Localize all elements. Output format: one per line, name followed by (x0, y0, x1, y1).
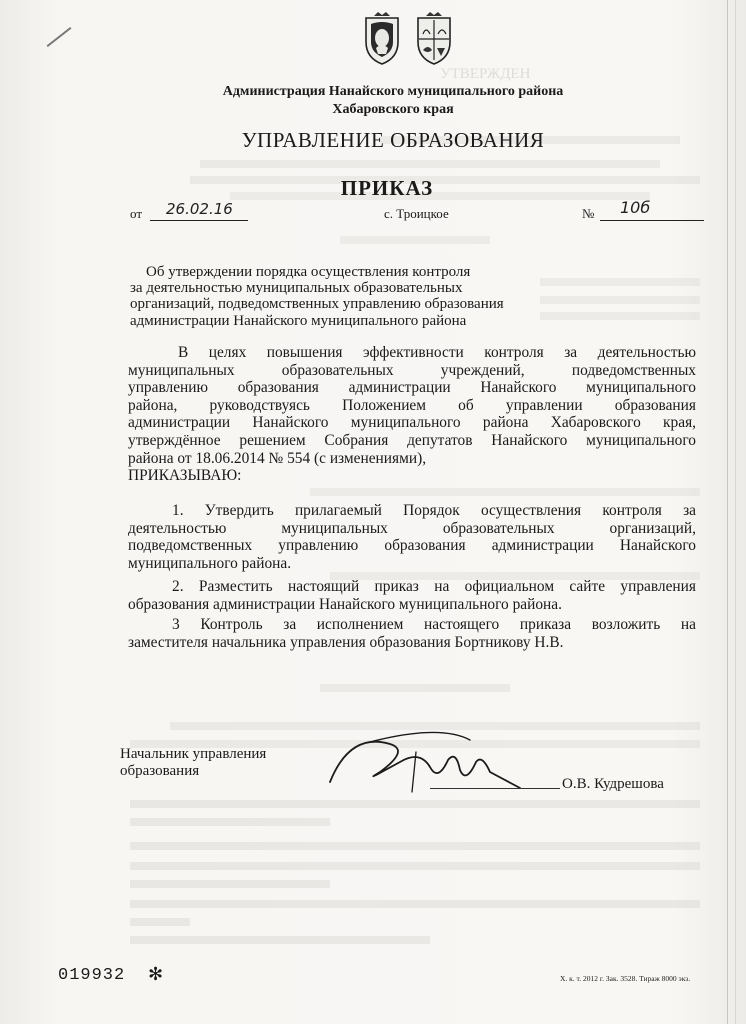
bleed-through (130, 880, 330, 888)
signatory-title-line: Начальник управления (120, 746, 267, 762)
bleed-through (130, 862, 700, 870)
handwritten-number: 10б (620, 198, 651, 217)
order-item-1 (128, 502, 696, 572)
signatory-title-line: образования (120, 763, 200, 779)
preamble-line: муниципальных образовательных учреждений, подведомственных (128, 361, 696, 379)
item-line: 2. Разместить настоящий приказ на официальном сайте управления (172, 578, 696, 595)
document-type-title: ПРИКАЗ (340, 176, 434, 200)
asterisk-mark: ✻ (148, 964, 164, 985)
admin-line-1: Администрация Нанайского муниципального района (222, 84, 564, 99)
subject-line: администрации Нанайского муниципального района (130, 313, 467, 329)
district-coat-of-arms-icon (414, 12, 454, 66)
bleed-through (130, 842, 700, 850)
bleed-through (540, 296, 700, 304)
form-serial-number: 019932 (58, 966, 126, 985)
order-item-3 (128, 616, 696, 651)
number-label: № (582, 206, 595, 221)
item-line: 3 Контроль за исполнением настоящего приказа возложить на (172, 616, 696, 633)
bleed-through (130, 936, 430, 944)
print-info: Х. к. т. 2012 г. Зак. 3528. Тираж 8000 экз. (560, 974, 691, 983)
bleed-through (130, 918, 190, 926)
subject-line: организаций, подведомственных управлению образования (130, 296, 504, 312)
bleed-through: УТВЕРЖДЕН (440, 66, 531, 82)
bleed-through (130, 818, 330, 826)
item-line: муниципального района. (128, 554, 292, 572)
preamble-line: администрации Нанайского муниципального района Хабаровского края, (128, 414, 696, 432)
bleed-through (540, 312, 700, 320)
item-line: образования администрации Нанайского муниципального района. (128, 595, 562, 613)
preamble-paragraph (128, 344, 696, 485)
subject-line: за деятельностью муниципальных образовательных (130, 280, 463, 296)
bleed-through (200, 160, 660, 168)
item-line: 1. Утвердить прилагаемый Порядок осуществления контроля за (172, 502, 696, 519)
number-underline (600, 220, 704, 221)
place-label: с. Троицкое (384, 206, 449, 221)
region-coat-of-arms-icon (362, 12, 402, 66)
item-line: деятельностью муниципальных образовательных организаций, (128, 519, 696, 537)
date-label: от (130, 206, 143, 221)
bleed-through (340, 236, 490, 244)
subject-line: Об утверждении порядка осуществления контроля (146, 264, 471, 280)
preamble-line: района, руководствуясь Положением об управлении образования (128, 396, 696, 414)
admin-line-2: Хабаровского края (332, 102, 454, 117)
signatory-name: О.В. Кудрешова (562, 776, 664, 792)
order-item-2 (128, 578, 696, 613)
order-directive: ПРИКАЗЫВАЮ: (128, 467, 242, 485)
preamble-line: района от 18.06.2014 № 554 (с изменениями), (128, 449, 427, 467)
item-line: подведомственных управлению образования администрации Нанайского (128, 537, 696, 555)
bleed-through (540, 278, 700, 286)
bleed-through (320, 684, 510, 692)
department-title: УПРАВЛЕНИЕ ОБРАЗОВАНИЯ (241, 128, 545, 152)
date-underline (150, 220, 248, 221)
preamble-line: управлению образования администрации Нанайского муниципального (128, 379, 696, 397)
signatory-title (120, 746, 266, 780)
bleed-through (310, 488, 700, 496)
preamble-line: утверждённое решением Собрания депутатов Нанайского муниципального (128, 431, 696, 449)
item-line: заместителя начальника управления образования Бортникову Н.В. (128, 633, 564, 651)
page-edge (735, 0, 736, 1024)
handwritten-date: 26.02.16 (166, 200, 233, 218)
bleed-through (130, 900, 700, 908)
signature-line (430, 788, 560, 789)
pen-mark (47, 27, 72, 47)
handwritten-signature (320, 722, 530, 802)
page-edge (727, 0, 728, 1024)
preamble-line: В целях повышения эффективности контроля за деятельностью (178, 344, 696, 361)
